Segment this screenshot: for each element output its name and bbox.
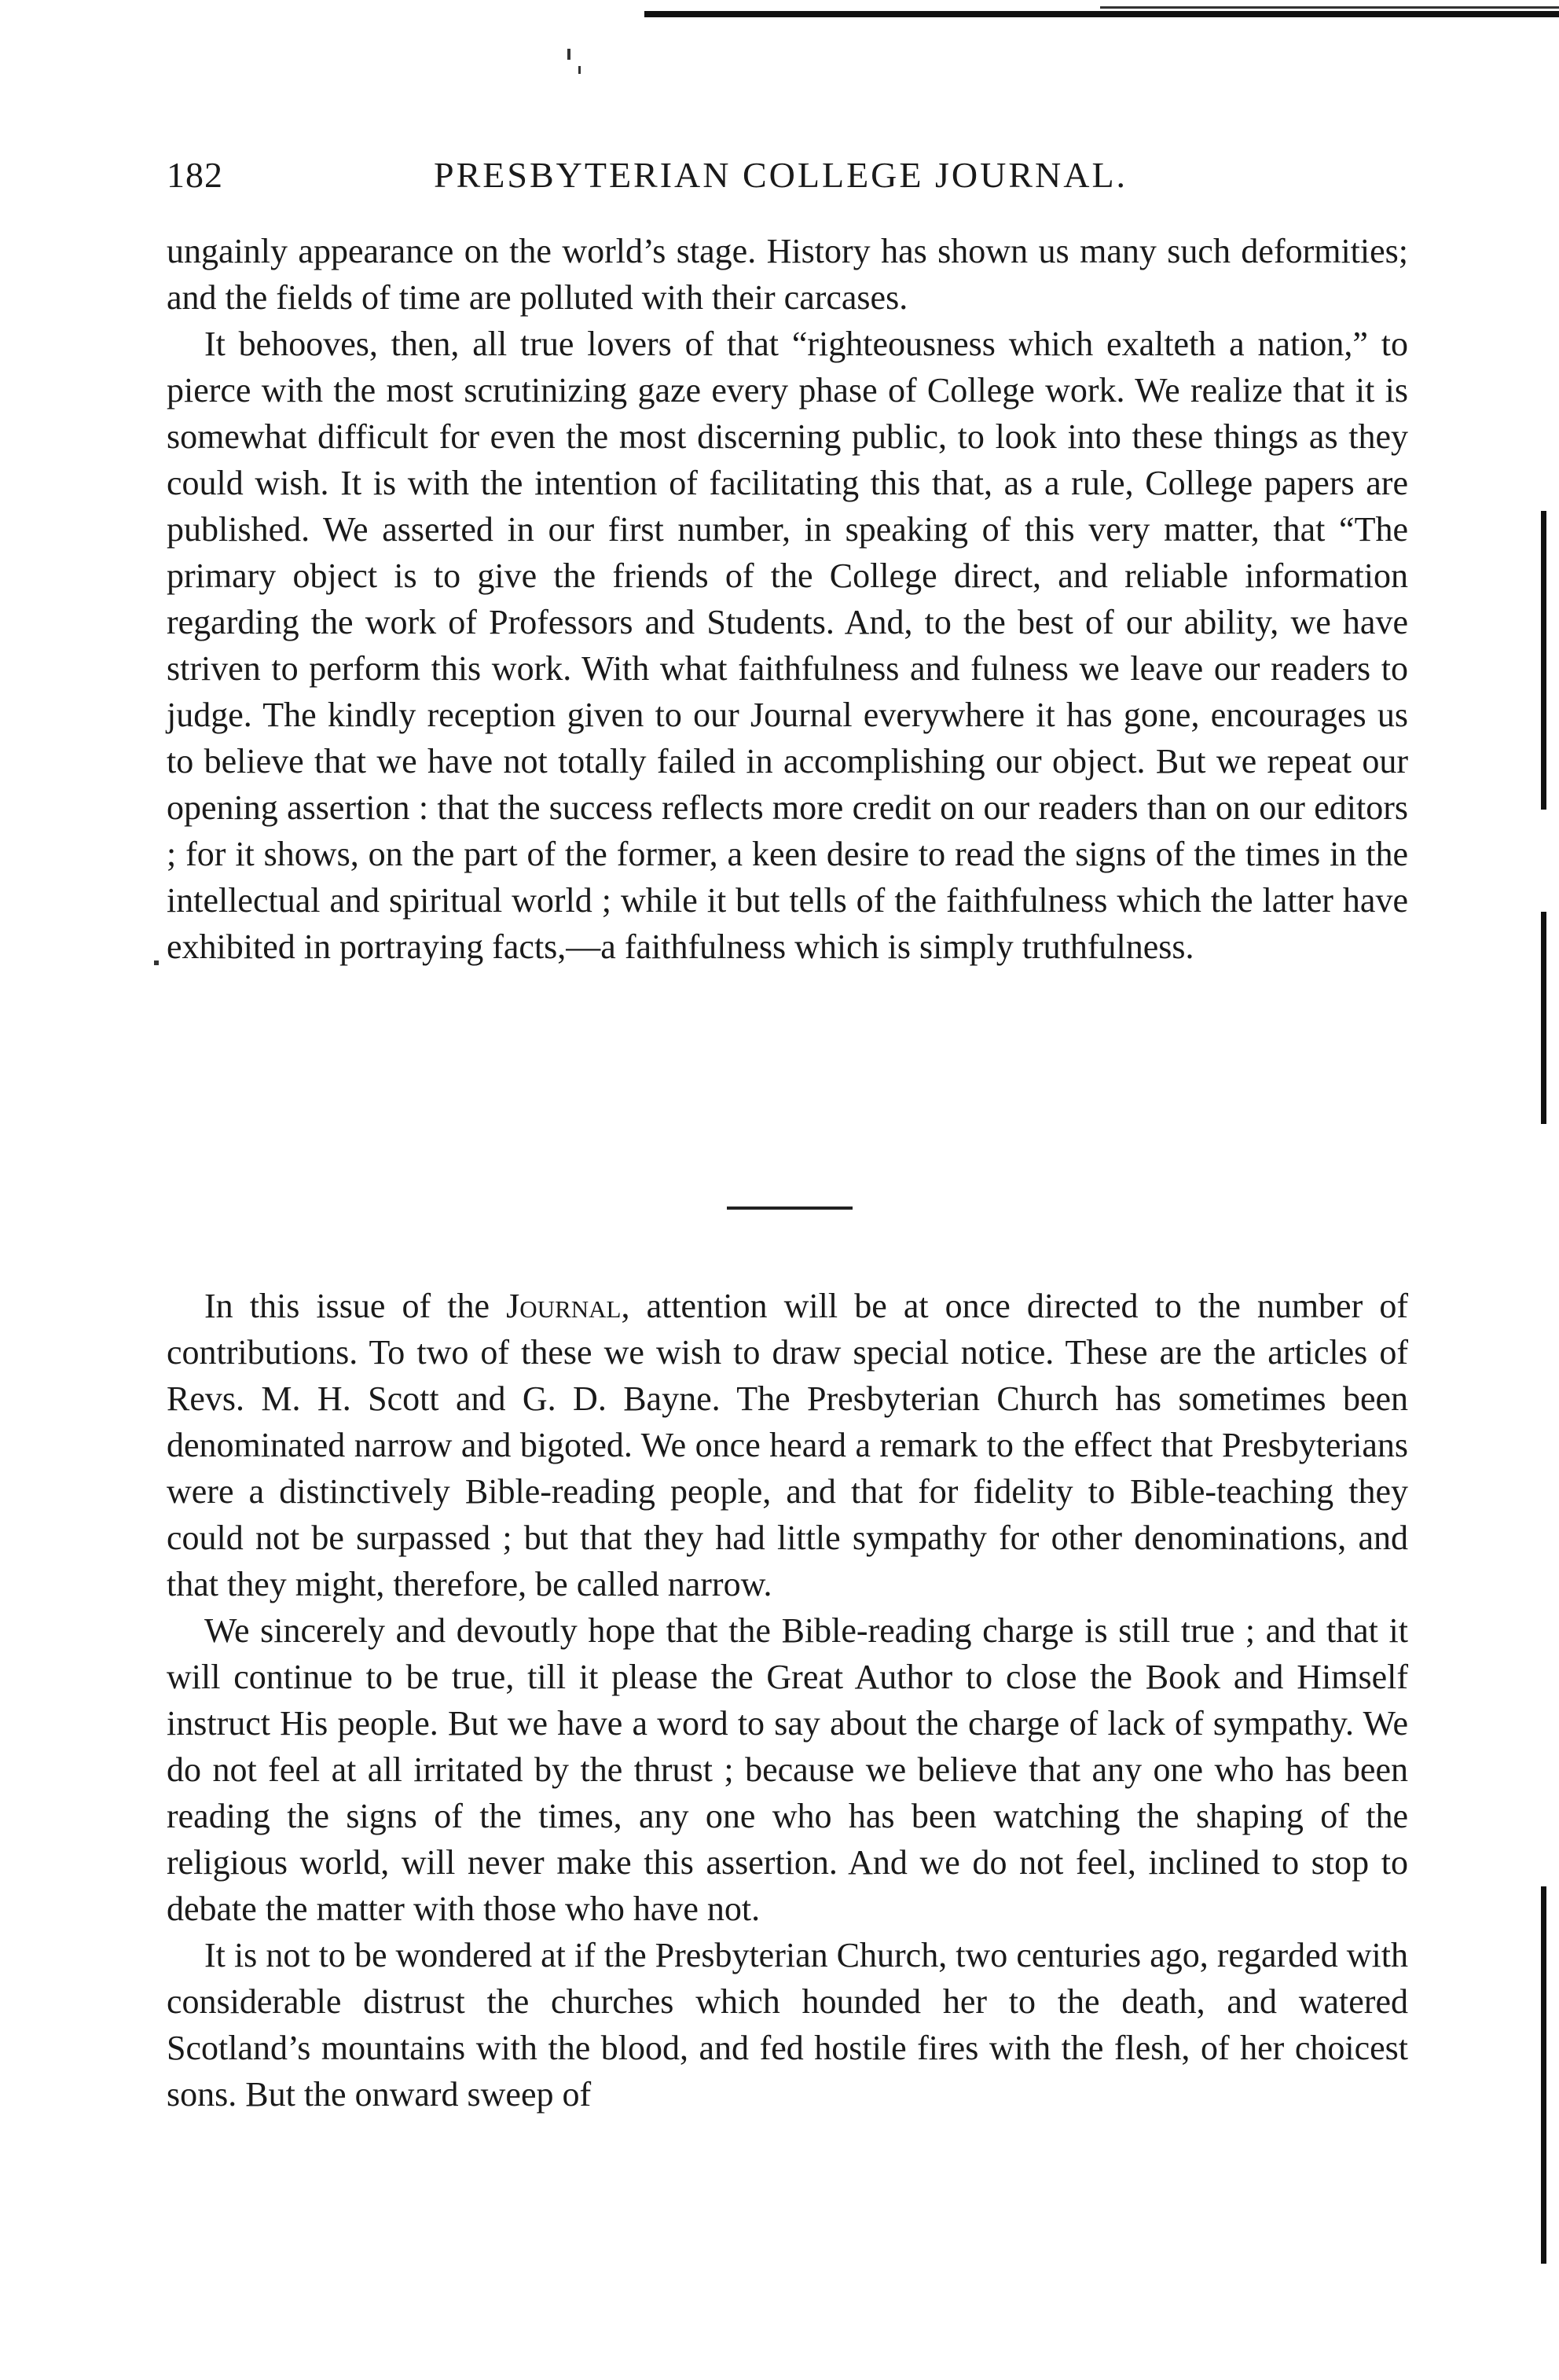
journal-name: Journal [506,1287,622,1325]
journal-title: PRESBYTERIAN COLLEGE JOURNAL. [434,155,1128,195]
scan-speck [154,960,159,965]
paragraph [167,1283,1408,1607]
scan-speck [567,49,570,60]
scan-edge-mark [1541,511,1546,810]
text-block-editorial [167,1283,1408,2117]
paragraph: It behooves, then, all true lovers of that “righteousness which exalteth a nation,” to pierce with the most scrutinizing gaze every phase of College work. We realize that it is somewhat difficult for even the most discerning public, to look into these things as they could wish. It is with the intention of facilitating this that, as a rule, College papers are published. We asserted in our first number, in speaking of this very matter, that “The primary object is to give the friends of the College direct, and reliable information regarding the work of Professors and Students. And, to the best of our ability, we have striven to perform this work. With what faithfulness and fulness we leave our readers to judge. The kindly reception given to our Journal everywhere it has gone, encourages us to believe that we have not totally failed in accomplishing our object. But we repeat our opening assertion : that the success reflects more credit on our readers than on our editors ; for it shows, on the part of the former, a keen desire to read the signs of the times in the intellectual and spiritual world ; while it but tells of the faithfulness which the latter have exhibited in portraying facts,—a faithfulness which is simply truthfulness. [167,325,1408,966]
paragraph-text: , attention will be at once directed to the number of contributions. To two of these we wish to draw special notice. These are the articles of Revs. M. H. Scott and G. D. Bayne. The Presbyterian Church has sometimes been denominated narrow and bigoted. We once heard a remark to the effect that Presbyterians were a distinctively Bible-reading people, and that for fidelity to Bible-teaching they could not be surpassed ; but that they had little sympathy for other denominations, and that they might, therefore, be called narrow. [167,1287,1408,1603]
section-separator-rule [727,1207,853,1210]
paragraph: ungainly appearance on the world’s stage. History has shown us many such deformities; and the fields of time are polluted with their carcases. [167,232,1408,317]
running-head [167,154,1408,201]
page-number: 182 [167,155,223,195]
scan-edge-mark [1541,1886,1546,2264]
paragraph: It is not to be wondered at if the Presbyterian Church, two centuries ago, regarded with considerable distrust the churches which hounded her to the death, and watered Scotland’s mountains with the blood, and fed hostile fires with the flesh, of her choicest sons. But the onward sweep of [167,1936,1408,2114]
scan-speck [578,66,581,74]
top-border-thin-rule [1100,6,1559,9]
paragraph: We sincerely and devoutly hope that the Bible-reading charge is still true ; and that it will continue to be true, till it please the Great Author to close the Book and Himself instruct His people. But we have a word to say about the charge of lack of sympathy. We do not feel at all irritated by the thrust ; because we believe that any one who has been reading the signs of the times, any one who has been watching the shaping of the religious world, will never make this assertion. And we do not feel, inclined to stop to debate the matter with those who have not. [167,1611,1408,1928]
text-block-continuation [167,228,1408,970]
scan-edge-mark [1541,912,1546,1124]
paragraph-text: In this issue of the [204,1287,507,1325]
top-border-rule [644,11,1559,17]
